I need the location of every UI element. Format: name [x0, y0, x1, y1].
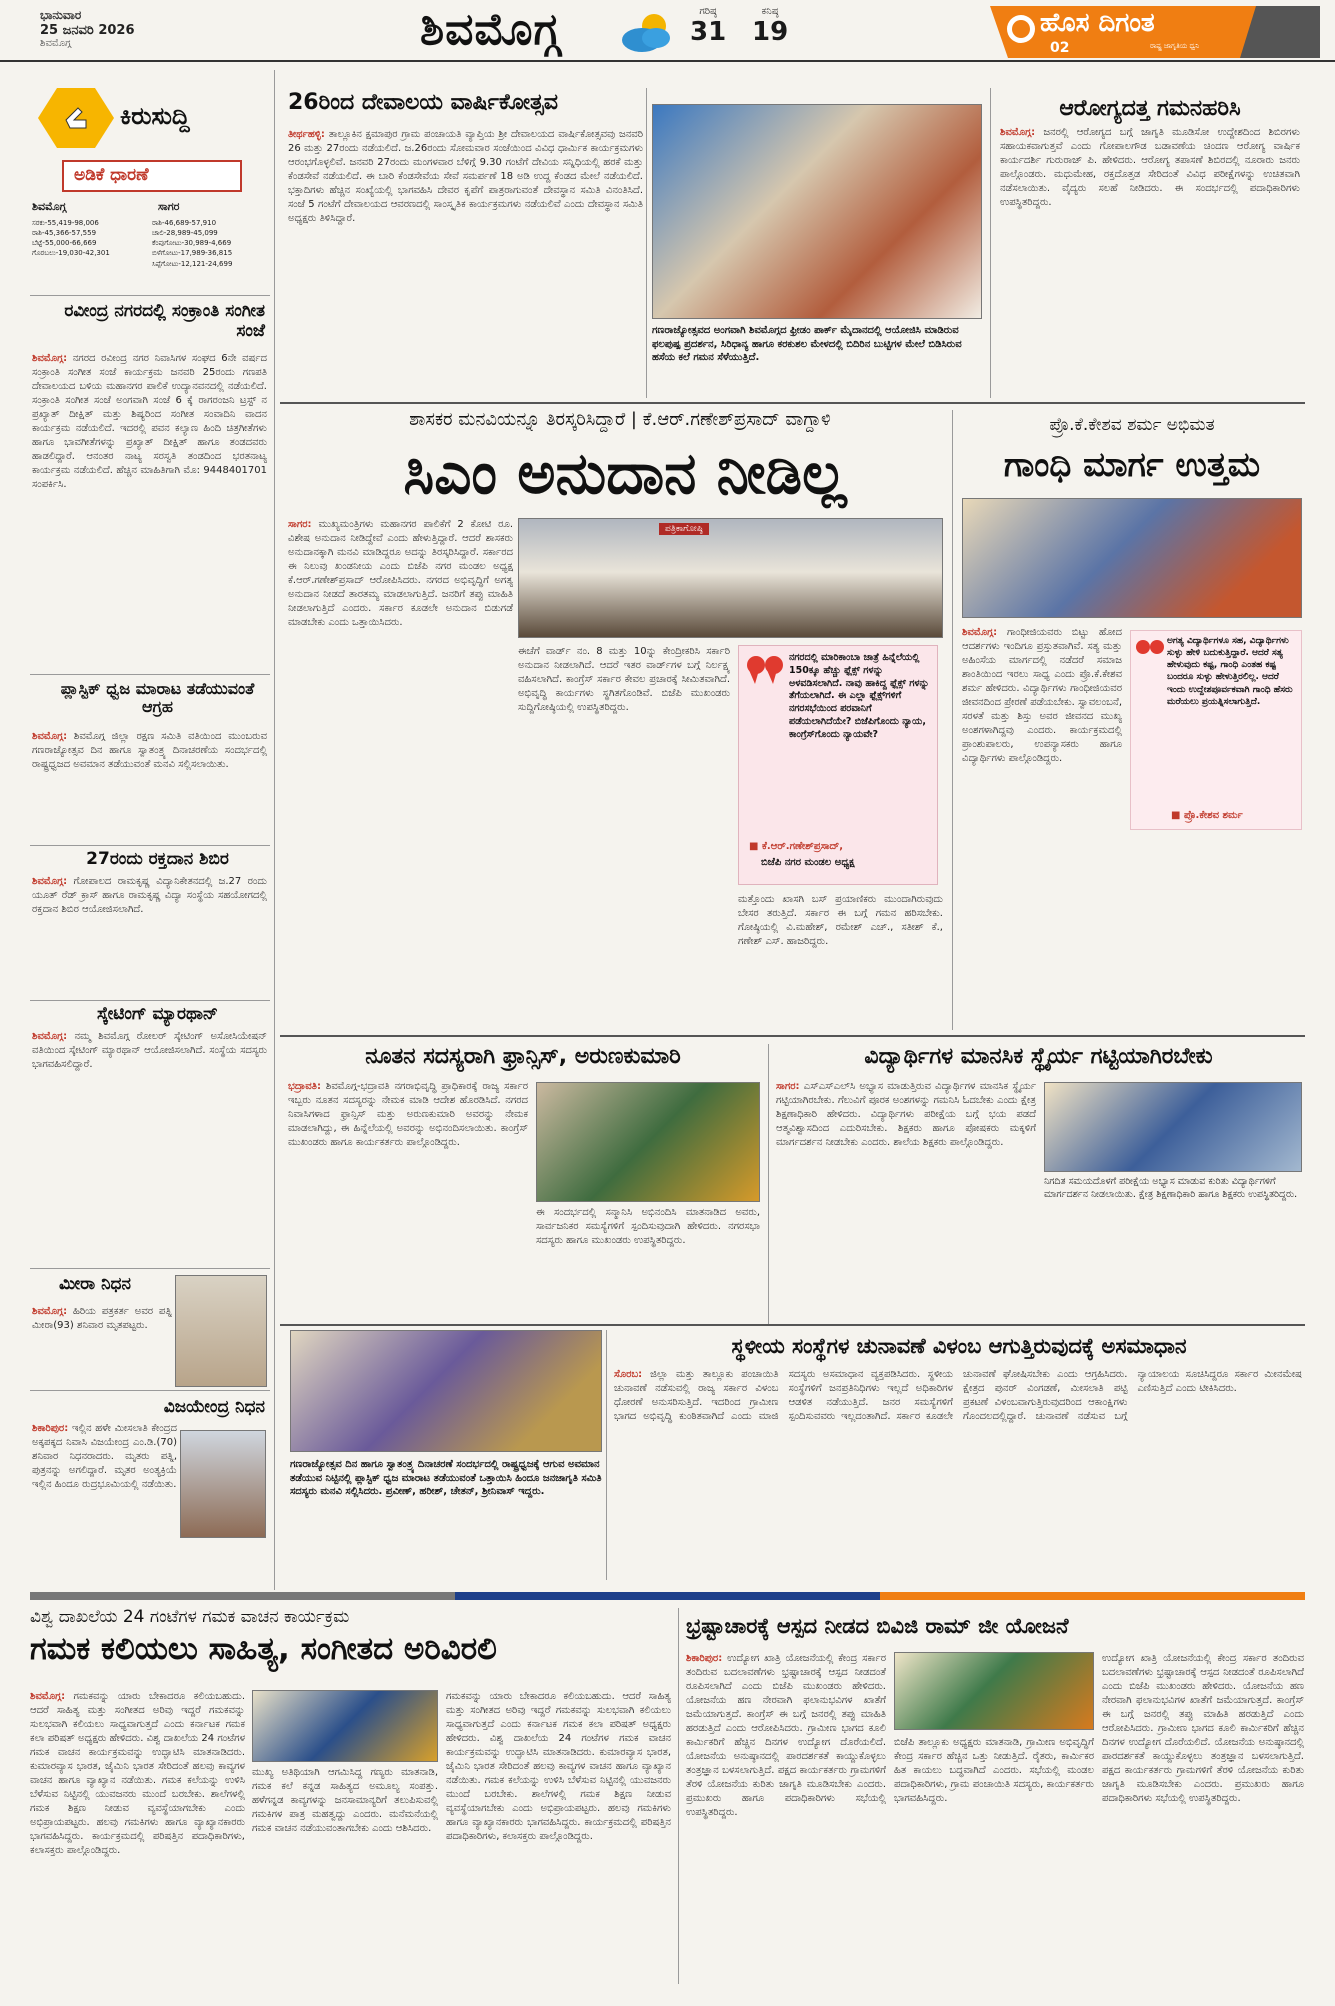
- a8-loc: ಸೊರಬ:: [614, 1369, 643, 1380]
- masthead: [0, 0, 1335, 62]
- a9-title: ಗಮಕ ಕಲಿಯಲು ಸಾಹಿತ್ಯ, ಸಂಗೀತದ ಅರಿವಿರಲಿ: [30, 1631, 497, 1667]
- a5-loc: ಭದ್ರಾವತಿ:: [288, 1081, 321, 1092]
- a10-body2: ಬಿಜೆಪಿ ತಾಲ್ಲೂಕು ಅಧ್ಯಕ್ಷರು ಮಾತನಾಡಿ, ಗ್ರಾಮೀಣ ಅಭಿವೃದ್ಧಿಗೆ ಕೇಂದ್ರ ಸರ್ಕಾರ ಹೆಚ್ಚಿನ ಒತ್ತು ನೀಡುತ್ತಿದೆ. ರೈತರು, ಕಾರ್ಮಿಕರ ಹಿತ ಕಾಯಲು ಬದ್ಧವಾಗಿದೆ ಎಂದರು. ಸಭೆಯಲ್ಲಿ ಮಂಡಲ ಪದಾಧಿಕಾರಿಗಳು, ಗ್ರಾಮ ಪಂಚಾಯಿತಿ ಸದಸ್ಯರು, ಕಾರ್ಯಕರ್ತರು ಭಾಗವಹಿಸಿದ್ದರು.: [894, 1737, 1094, 1804]
- adike-col2: ಸಾಗರ: [158, 200, 180, 213]
- lead-body1: ಸಾಗರ: ಮುಖ್ಯಮಂತ್ರಿಗಳು ಮಹಾನಗರ ಪಾಲಿಕೆಗೆ 2 ಕೋಟಿ ರೂ. ವಿಶೇಷ ಅನುದಾನ ನೀಡಿದ್ದೇವೆ ಎಂದು ಹೇಳುತ್ತಿದ್ದಾರೆ. ಆದರೆ ಶಾಸಕರು ಅನುದಾನಕ್ಕಾಗಿ ಮನವಿ ಮಾಡಿದ್ದರೂ ಅದನ್ನು ತಿರಸ್ಕರಿಸಿದ್ದಾರೆ. ಸರ್ಕಾರದ ಈ ನಿಲುವು ಖಂಡನೀಯ ಎಂದು ಬಿಜೆಪಿ ನಗರ ಮಂಡಲ ಅಧ್ಯಕ್ಷ ಕೆ.ಆರ್.ಗಣೇಶ್‌ಪ್ರಸಾದ್ ಆರೋಪಿಸಿದರು. ನಗರದ ಅಭಿವೃದ್ಧಿಗೆ ಅಗತ್ಯ ಅನುದಾನ ನೀಡದೆ ತಾರತಮ್ಯ ಮಾಡಲಾಗುತ್ತಿದೆ. ಜನರಿಗೆ ತಪ್ಪು ಮಾಹಿತಿ ನೀಡಲಾಗುತ್ತಿದೆ ಎಂದರು. ಸರ್ಕಾರ ಕೂಡಲೇ ಅನುದಾನ ಬಿಡುಗಡೆ ಮಾಡಬೇಕು ಎಂದು ಒತ್ತಾಯಿಸಿದರು.: [288, 519, 513, 628]
- a1-body: ತೀರ್ಥಹಳ್ಳಿ: ತಾಲ್ಲೂಕಿನ ಕ್ಷಮಾಪುರ ಗ್ರಾಮ ಪಂಚಾಯತಿ ವ್ಯಾಪ್ತಿಯ ಶ್ರೀ ದೇವಾಲಯದ ವಾರ್ಷಿಕೋತ್ಸವವು ಜನವರಿ 26 ಮತ್ತು 27ರಂದು ನಡೆಯಲಿದೆ. ಜ.26ರಂದು ಸೋಮವಾರ ಸಂಜೆಯಿಂದ ವಿವಿಧ ಧಾರ್ಮಿಕ ಕಾರ್ಯಕ್ರಮಗಳು ಆರಂಭಗೊಳ್ಳಲಿವೆ. ಜನವರಿ 27ರಂದು ಮಂಗಳವಾರ ಬೆಳಿಗ್ಗೆ 9.30 ಗಂಟೆಗೆ ದೇವಿಯ ಸನ್ನಿಧಿಯಲ್ಲಿ ಹರಕೆ ಮತ್ತು ಕೆಂಡಸೇವೆ ನಡೆಯಲಿದೆ. ಈ ಬಾರಿ ಕೆಂಡಸೇವೆಯ ಸೇವೆ ಸಮರ್ಪಣೆ 18 ಅಡಿ ಉದ್ದ ಕೆಂಡದ ಮೇಲೆ ನಡೆಯಲಿದೆ. ಭಕ್ತಾದಿಗಳು ಹೆಚ್ಚಿನ ಸಂಖ್ಯೆಯಲ್ಲಿ ಭಾಗವಹಿಸಿ ದೇವರ ಕೃಪೆಗೆ ಪಾತ್ರರಾಗುವಂತೆ ದೇವಸ್ಥಾನ ಸಮಿತಿ ವಿನಂತಿಸಿದೆ. ಸಂಜೆ 5 ಗಂಟೆಗೆ ದೇವಾಲಯದ ಆವರಣದಲ್ಲಿ ಸಾಂಸ್ಕೃತಿಕ ಕಾರ್ಯಕ್ರಮಗಳು ನಡೆಯಲಿವೆ ಎಂದು ದೇವಸ್ಥಾನ ಸಮಿತಿ ಅಧ್ಯಕ್ಷರು ತಿಳಿಸಿದ್ದಾರೆ.: [288, 129, 643, 224]
- max-temp: 31: [690, 17, 727, 47]
- brand-tagline: ರಾಷ್ಟ್ರ ಜಾಗೃತಿಯ ಧ್ವನಿ: [1150, 42, 1200, 50]
- lead-photo-banner: ಪತ್ರಿಕಾಗೋಷ್ಠಿ: [659, 523, 709, 535]
- a5-photo: [536, 1082, 760, 1202]
- lead-quote-box: [738, 645, 938, 885]
- a5-body: ಭದ್ರಾವತಿ: ಶಿವಮೊಗ್ಗ-ಭದ್ರಾವತಿ ನಗರಾಭಿವೃದ್ಧಿ ಪ್ರಾಧಿಕಾರಕ್ಕೆ ರಾಜ್ಯ ಸರ್ಕಾರ ಇಬ್ಬರು ನೂತನ ಸದಸ್ಯರನ್ನು ನೇಮಕ ಮಾಡಿ ಆದೇಶ ಹೊರಡಿಸಿದೆ. ನಗರದ ನಿವಾಸಿಗಳಾದ ಫ್ರಾನ್ಸಿಸ್ ಮತ್ತು ಅರುಣಕುಮಾರಿ ಅವರನ್ನು ನೇಮಕ ಮಾಡಲಾಗಿದ್ದು, ಈ ಹಿನ್ನೆಲೆಯಲ್ಲಿ ಅವರನ್ನು ಅಭಿನಂದಿಸಲಾಯಿತು. ಕಾಂಗ್ರೆಸ್ ಮುಖಂಡರು ಹಾಗೂ ಕಾರ್ಯಕರ್ತರು ಪಾಲ್ಗೊಂಡಿದ್ದರು.: [288, 1081, 528, 1148]
- s6-loc: ಶಿಕಾರಿಪುರ:: [32, 1423, 69, 1434]
- s5-title: ಮೀರಾ ನಿಧನ: [59, 1274, 131, 1294]
- s6-body: ಶಿಕಾರಿಪುರ: ಇಲ್ಲಿನ ಹಳೇ ಮೀಸಲಾತಿ ಕೇಂದ್ರದ ಅಕ್ಕಪಕ್ಕದ ನಿವಾಸಿ ವಿಜಯೇಂದ್ರ ಎಂ.ಡಿ.(70) ಶನಿವಾರ ನಿಧನರಾದರು. ಮೃತರು ಪತ್ನಿ, ಪುತ್ರನನ್ನು ಅಗಲಿದ್ದಾರೆ. ಮೃತರ ಅಂತ್ಯಕ್ರಿಯೆ ಇಲ್ಲಿನ ಹಿಂದೂ ರುದ್ರಭೂಮಿಯಲ್ಲಿ ನಡೆಯಿತು.: [32, 1423, 177, 1490]
- s2-loc: ಶಿವಮೊಗ್ಗ:: [32, 731, 68, 742]
- meera-photo: [175, 1275, 267, 1387]
- a10-loc: ಶಿಕಾರಿಪುರ:: [686, 1653, 723, 1664]
- lead-kicker: ಶಾಸಕರ ಮನವಿಯನ್ನೂ ತಿರಸ್ಕರಿಸಿದ್ದಾರೆ | ಕೆ.ಆರ್.ಗಣೇಶ್‌ಪ್ರಸಾದ್ ವಾಗ್ದಾಳಿ: [409, 409, 831, 430]
- rate-row: ಕೆಂಪುಗೋಟು-30,989-4,669: [152, 239, 232, 248]
- s4-title: ಸ್ಕೇಟಿಂಗ್ ಮ್ಯಾರಥಾನ್: [97, 1004, 218, 1024]
- s4-body: ಶಿವಮೊಗ್ಗ: ನಮ್ಮ ಶಿವಮೊಗ್ಗ ರೋಲರ್ ಸ್ಕೇಟಿಂಗ್ ಅಸೋಸಿಯೇಷನ್ ವತಿಯಿಂದ ಸ್ಕೇಟಿಂಗ್ ಮ್ಯಾರಥಾನ್ ಆಯೋಜಿಸಲಾಗಿದೆ. ಸಂಸ್ಥೆಯ ಸದಸ್ಯರು ಭಾಗವಹಿಸಲಿದ್ದಾರೆ.: [32, 1031, 267, 1070]
- quote-icon: [745, 652, 785, 686]
- max-temp-block: [690, 6, 726, 47]
- adike-box: [62, 160, 242, 192]
- lead-body2: ಈಚೆಗೆ ವಾರ್ಡ್ ನಂ. 8 ಮತ್ತು 10ನ್ನು ಕೇಂದ್ರೀಕರಿಸಿ ಸರ್ಕಾರಿ ಅನುದಾನ ನೀಡಲಾಗಿದೆ. ಆದರೆ ಇತರ ವಾರ್ಡ್‌ಗಳ ಬಗ್ಗೆ ನಿರ್ಲಕ್ಷ್ಯ ವಹಿಸಲಾಗಿದೆ. ಕಾಂಗ್ರೆಸ್ ಸರ್ಕಾರ ಕೇವಲ ಪ್ರಚಾರಕ್ಕೆ ಸೀಮಿತವಾಗಿದೆ. ಅಭಿವೃದ್ಧಿ ಕಾರ್ಯಗಳು ಸ್ಥಗಿತಗೊಂಡಿವೆ. ಬಿಜೆಪಿ ಮುಖಂಡರು ಸುದ್ದಿಗೋಷ್ಠಿಯಲ್ಲಿ ಉಪಸ್ಥಿತರಿದ್ದರು.: [518, 646, 730, 713]
- rate-row: ರಾಶಿ-46,689-57,910: [152, 219, 217, 227]
- a1-title: 26ರಿಂದ ದೇವಾಲಯ ವಾರ್ಷಿಕೋತ್ಸವ: [288, 90, 558, 115]
- adike-rates-right: [152, 218, 270, 269]
- sidebar-divider: [274, 70, 275, 1590]
- a10-photo: [894, 1652, 1094, 1730]
- a4-quote-box: [1130, 630, 1302, 830]
- s1-body: ಶಿವಮೊಗ್ಗ: ನಗರದ ರವೀಂದ್ರ ನಗರ ನಿವಾಸಿಗಳ ಸಂಘದ 6ನೇ ವರ್ಷದ ಸಂಕ್ರಾಂತಿ ಸಂಗೀತ ಸಂಜೆ ಕಾರ್ಯಕ್ರಮ ಜನವರಿ 25ರಂದು ಗಣಪತಿ ದೇವಾಲಯದ ಬಳಿಯ ಮಹಾನಗರ ಪಾಲಿಕೆ ಉದ್ಯಾನವನದಲ್ಲಿ ನಡೆಯಲಿದೆ. ಸಂಕ್ರಾಂತಿ ಸಂಗೀತ ಸಂಜೆ ಅಂಗವಾಗಿ ಸಂಜೆ 6 ಕ್ಕೆ ರಾಗರಂಜನಿ ಟ್ರಸ್ಟ್ ನ ಪ್ರಖ್ಯಾತ್ ದೀಕ್ಷಿತ್ ಮತ್ತು ಶಿಷ್ಯರಿಂದ ಸಂಗೀತ ಸಂವಾದಿನಿ ವಾದನ ಕಾರ್ಯಕ್ರಮ ನಡೆಯಲಿದೆ. ಇದರಲ್ಲಿ ಪವನ ಕಲ್ಯಾಣ ಹಿಂದಿ ಚಿತ್ರಗೀತೆಗಳು ಹಾಗೂ ಭಾವಗೀತೆಗಳನ್ನು ಪ್ರಖ್ಯಾತ್ ದೀಕ್ಷಿತ್ ಹಾಗೂ ತಂಡದವರು ಹಾಡಲಿದ್ದಾರೆ. ಆನಂತರ ನಾಟ್ಯ ಸರಸ್ವತಿ ತಂಡದಿಂದ ಭರತನಾಟ್ಯ ಕಾರ್ಯಕ್ರಮ ನಡೆಯಲಿದೆ. ಹೆಚ್ಚಿನ ಮಾಹಿತಿಗಾಗಿ ಮೊ: 9448401701 ಸಂಪರ್ಕಿಸಿ.: [32, 353, 267, 490]
- a6-photo: [1044, 1082, 1302, 1172]
- lead-loc: ಸಾಗರ:: [288, 519, 312, 530]
- a5-body2: ಈ ಸಂದರ್ಭದಲ್ಲಿ ಸನ್ಮಾನಿಸಿ ಅಭಿನಂದಿಸಿ ಮಾತನಾಡಿದ ಅವರು, ಸಾರ್ವಜನಿಕರ ಸಮಸ್ಯೆಗಳಿಗೆ ಸ್ಪಂದಿಸುವುದಾಗಿ ಹೇಳಿದರು. ನಗರಸಭಾ ಸದಸ್ಯರು ಹಾಗೂ ಮುಖಂಡರು ಉಪಸ್ಥಿತರಿದ್ದರು.: [536, 1207, 760, 1246]
- sidebar: [30, 70, 270, 1590]
- rate-row: ಸರಕು-55,419-98,006: [32, 219, 99, 227]
- a7-photo: [290, 1330, 602, 1452]
- a5-title: ನೂತನ ಸದಸ್ಯರಾಗಿ ಫ್ರಾನ್ಸಿಸ್, ಅರುಣಕುಮಾರಿ: [365, 1044, 681, 1069]
- lead-body3: ಮತ್ತೊಂದು ಖಾಸಗಿ ಬಸ್ ಪ್ರಯಾಣಿಕರು ಮುಂದಾಗಿರುವುದು ಬೇಸರ ತರುತ್ತಿದೆ. ಸರ್ಕಾರ ಈ ಬಗ್ಗೆ ಗಮನ ಹರಿಸಬೇಕು. ಗೋಷ್ಠಿಯಲ್ಲಿ ವಿ.ಮಹೇಶ್, ರಮೇಶ್ ಎಚ್., ಸತೀಶ್ ಕೆ., ಗಣೇಶ್ ಎಸ್. ಹಾಜರಿದ್ದರು.: [738, 894, 943, 947]
- a10-body: ಶಿಕಾರಿಪುರ: ಉದ್ಯೋಗ ಖಾತ್ರಿ ಯೋಜನೆಯಲ್ಲಿ ಕೇಂದ್ರ ಸರ್ಕಾರ ತಂದಿರುವ ಬದಲಾವಣೆಗಳು ಭ್ರಷ್ಟಾಚಾರಕ್ಕೆ ಆಸ್ಪದ ನೀಡದಂತೆ ರೂಪಿಸಲಾಗಿದೆ ಎಂದು ಬಿಜೆಪಿ ಮುಖಂಡರು ಹೇಳಿದರು. ಯೋಜನೆಯ ಹಣ ನೇರವಾಗಿ ಫಲಾನುಭವಿಗಳ ಖಾತೆಗೆ ಜಮೆಯಾಗುತ್ತದೆ. ಕಾಂಗ್ರೆಸ್ ಈ ಬಗ್ಗೆ ಜನರಲ್ಲಿ ತಪ್ಪು ಮಾಹಿತಿ ಹರಡುತ್ತಿದೆ ಎಂದು ಆರೋಪಿಸಿದರು. ಗ್ರಾಮೀಣ ಭಾಗದ ಕೂಲಿ ಕಾರ್ಮಿಕರಿಗೆ ಹೆಚ್ಚಿನ ದಿನಗಳ ಉದ್ಯೋಗ ದೊರೆಯಲಿದೆ. ಯೋಜನೆಯ ಅನುಷ್ಠಾನದಲ್ಲಿ ಪಾರದರ್ಶಕತೆ ಕಾಯ್ದುಕೊಳ್ಳಲು ತಂತ್ರಜ್ಞಾನ ಬಳಸಲಾಗುತ್ತಿದೆ. ಪಕ್ಷದ ಕಾರ್ಯಕರ್ತರು ಗ್ರಾಮಗಳಿಗೆ ತೆರಳಿ ಯೋಜನೆಯ ಕುರಿತು ಜಾಗೃತಿ ಮೂಡಿಸಬೇಕು ಎಂದರು. ಪ್ರಮುಖರು ಹಾಗೂ ಪದಾಧಿಕಾರಿಗಳು ಸಭೆಯಲ್ಲಿ ಉಪಸ್ಥಿತರಿದ್ದರು.: [686, 1653, 886, 1818]
- min-temp-block: [752, 6, 788, 47]
- lead-quote-by: ■ ಕೆ.ಆರ್.ಗಣೇಶ್‌ಪ್ರಸಾದ್,: [749, 841, 844, 852]
- a9-body3: ಗಮಕವನ್ನು ಯಾರು ಬೇಕಾದರೂ ಕಲಿಯಬಹುದು. ಆದರೆ ಸಾಹಿತ್ಯ ಮತ್ತು ಸಂಗೀತದ ಅರಿವು ಇದ್ದರೆ ಗಮಕವನ್ನು ಸುಲಭವಾಗಿ ಕಲಿಯಲು ಸಾಧ್ಯವಾಗುತ್ತದೆ ಎಂದು ಕರ್ನಾಟಕ ಗಮಕ ಕಲಾ ಪರಿಷತ್ ಅಧ್ಯಕ್ಷರು ಹೇಳಿದರು. ವಿಶ್ವ ದಾಖಲೆಯ 24 ಗಂಟೆಗಳ ಗಮಕ ವಾಚನ ಕಾರ್ಯಕ್ರಮವನ್ನು ಉದ್ಘಾಟಿಸಿ ಮಾತನಾಡಿದರು. ಕುಮಾರವ್ಯಾಸ ಭಾರತ, ಜೈಮಿನಿ ಭಾರತ ಸೇರಿದಂತೆ ಹಲವು ಕಾವ್ಯಗಳ ವಾಚನ ಹಾಗೂ ವ್ಯಾಖ್ಯಾನ ನಡೆಯಿತು. ಗಮಕ ಕಲೆಯನ್ನು ಉಳಿಸಿ ಬೆಳೆಸುವ ನಿಟ್ಟಿನಲ್ಲಿ ಯುವಜನರು ಮುಂದೆ ಬರಬೇಕು. ಶಾಲೆಗಳಲ್ಲಿ ಗಮಕ ಶಿಕ್ಷಣ ನೀಡುವ ವ್ಯವಸ್ಥೆಯಾಗಬೇಕು ಎಂದು ಅಭಿಪ್ರಾಯಪಟ್ಟರು. ಹಲವು ಗಮಕಿಗಳು ಹಾಗೂ ವ್ಯಾಖ್ಯಾನಕಾರರು ಭಾಗವಹಿಸಿದ್ದರು. ಕಾರ್ಯಕ್ರಮದಲ್ಲಿ ಪರಿಷತ್ತಿನ ಪದಾಧಿಕಾರಿಗಳು, ಕಲಾಸಕ್ತರು ಪಾಲ್ಗೊಂಡಿದ್ದರು.: [446, 1691, 671, 1842]
- bar-segment-gray: [30, 1592, 455, 1600]
- rate-row: ಬೆಟ್ಟೆ-55,000-66,669: [32, 239, 97, 248]
- brand-name: ಹೊಸ ದಿಗಂತ: [1040, 8, 1155, 38]
- adike-col1: ಶಿವಮೊಗ್ಗ: [32, 200, 67, 213]
- a8-body: ಸೊರಬ: ಜಿಲ್ಲಾ ಮತ್ತು ತಾಲ್ಲೂಕು ಪಂಚಾಯಿತಿ ಚುನಾವಣೆ ನಡೆಸುವಲ್ಲಿ ರಾಜ್ಯ ಸರ್ಕಾರ ವಿಳಂಬ ಧೋರಣೆ ಅನುಸರಿಸುತ್ತಿದೆ. ಇದರಿಂದ ಗ್ರಾಮೀಣ ಭಾಗದ ಅಭಿವೃದ್ಧಿ ಕುಂಠಿತವಾಗಿದೆ ಎಂದು ಮಾಜಿ ಸದಸ್ಯರು ಅಸಮಾಧಾನ ವ್ಯಕ್ತಪಡಿಸಿದರು. ಸ್ಥಳೀಯ ಸಂಸ್ಥೆಗಳಿಗೆ ಜನಪ್ರತಿನಿಧಿಗಳು ಇಲ್ಲದೆ ಅಧಿಕಾರಿಗಳ ಆಡಳಿತ ನಡೆಯುತ್ತಿದೆ. ಜನರ ಸಮಸ್ಯೆಗಳಿಗೆ ಸ್ಪಂದಿಸುವವರು ಇಲ್ಲದಂತಾಗಿದೆ. ಸರ್ಕಾರ ಕೂಡಲೇ ಚುನಾವಣೆ ಘೋಷಿಸಬೇಕು ಎಂದು ಆಗ್ರಹಿಸಿದರು. ಕ್ಷೇತ್ರದ ಪುನರ್ ವಿಂಗಡಣೆ, ಮೀಸಲಾತಿ ಪಟ್ಟಿ ಪ್ರಕಟಣೆ ವಿಳಂಬವಾಗುತ್ತಿರುವುದರಿಂದ ಆಕಾಂಕ್ಷಿಗಳು ಗೊಂದಲದಲ್ಲಿದ್ದಾರೆ. ಚುನಾವಣೆ ನಡೆಸುವ ಬಗ್ಗೆ ನ್ಯಾಯಾಲಯ ಸೂಚಿಸಿದ್ದರೂ ಸರ್ಕಾರ ಮೀನಮೇಷ ಎಣಿಸುತ್ತಿದೆ ಎಂದು ಟೀಕಿಸಿದರು.: [614, 1369, 1302, 1422]
- a9-photo: [252, 1690, 438, 1762]
- adike-rates-left: [32, 218, 150, 259]
- a4-quote-by: ■ ಪ್ರೊ.ಕೇಶವ ಶರ್ಮ: [1171, 810, 1243, 821]
- rate-row: ರಾಶಿ-45,366-57,559: [32, 229, 97, 238]
- brand-logo-icon: [1006, 14, 1036, 44]
- date-block: [40, 8, 190, 49]
- rate-row: ಸಿಪ್ಪೆಗೋಟು-12,121-24,699: [152, 259, 233, 268]
- bar-segment-orange: [880, 1592, 1305, 1600]
- a9-body: ಶಿವಮೊಗ್ಗ: ಗಮಕವನ್ನು ಯಾರು ಬೇಕಾದರೂ ಕಲಿಯಬಹುದು. ಆದರೆ ಸಾಹಿತ್ಯ ಮತ್ತು ಸಂಗೀತದ ಅರಿವು ಇದ್ದರೆ ಗಮಕವನ್ನು ಸುಲಭವಾಗಿ ಕಲಿಯಲು ಸಾಧ್ಯವಾಗುತ್ತದೆ ಎಂದು ಕರ್ನಾಟಕ ಗಮಕ ಕಲಾ ಪರಿಷತ್ ಅಧ್ಯಕ್ಷರು ಹೇಳಿದರು. ವಿಶ್ವ ದಾಖಲೆಯ 24 ಗಂಟೆಗಳ ಗಮಕ ವಾಚನ ಕಾರ್ಯಕ್ರಮವನ್ನು ಉದ್ಘಾಟಿಸಿ ಮಾತನಾಡಿದರು. ಕುಮಾರವ್ಯಾಸ ಭಾರತ, ಜೈಮಿನಿ ಭಾರತ ಸೇರಿದಂತೆ ಹಲವು ಕಾವ್ಯಗಳ ವಾಚನ ಹಾಗೂ ವ್ಯಾಖ್ಯಾನ ನಡೆಯಿತು. ಗಮಕ ಕಲೆಯನ್ನು ಉಳಿಸಿ ಬೆಳೆಸುವ ನಿಟ್ಟಿನಲ್ಲಿ ಯುವಜನರು ಮುಂದೆ ಬರಬೇಕು. ಶಾಲೆಗಳಲ್ಲಿ ಗಮಕ ಶಿಕ್ಷಣ ನೀಡುವ ವ್ಯವಸ್ಥೆಯಾಗಬೇಕು ಎಂದು ಅಭಿಪ್ರಾಯಪಟ್ಟರು. ಹಲವು ಗಮಕಿಗಳು ಹಾಗೂ ವ್ಯಾಖ್ಯಾನಕಾರರು ಭಾಗವಹಿಸಿದ್ದರು. ಕಾರ್ಯಕ್ರಮದಲ್ಲಿ ಪರಿಷತ್ತಿನ ಪದಾಧಿಕಾರಿಗಳು, ಕಲಾಸಕ್ತರು ಪಾಲ್ಗೊಂಡಿದ್ದರು.: [30, 1691, 245, 1856]
- max-label: ಗರಿಷ್ಠ: [699, 6, 717, 17]
- kirusuddi-title: ಕಿರುಸುದ್ದಿ: [120, 102, 190, 130]
- a4-loc: ಶಿವಮೊಗ್ಗ:: [962, 627, 998, 638]
- a10-body3: ಉದ್ಯೋಗ ಖಾತ್ರಿ ಯೋಜನೆಯಲ್ಲಿ ಕೇಂದ್ರ ಸರ್ಕಾರ ತಂದಿರುವ ಬದಲಾವಣೆಗಳು ಭ್ರಷ್ಟಾಚಾರಕ್ಕೆ ಆಸ್ಪದ ನೀಡದಂತೆ ರೂಪಿಸಲಾಗಿದೆ ಎಂದು ಬಿಜೆಪಿ ಮುಖಂಡರು ಹೇಳಿದರು. ಯೋಜನೆಯ ಹಣ ನೇರವಾಗಿ ಫಲಾನುಭವಿಗಳ ಖಾತೆಗೆ ಜಮೆಯಾಗುತ್ತದೆ. ಕಾಂಗ್ರೆಸ್ ಈ ಬಗ್ಗೆ ಜನರಲ್ಲಿ ತಪ್ಪು ಮಾಹಿತಿ ಹರಡುತ್ತಿದೆ ಎಂದು ಆರೋಪಿಸಿದರು. ಗ್ರಾಮೀಣ ಭಾಗದ ಕೂಲಿ ಕಾರ್ಮಿಕರಿಗೆ ಹೆಚ್ಚಿನ ದಿನಗಳ ಉದ್ಯೋಗ ದೊರೆಯಲಿದೆ. ಯೋಜನೆಯ ಅನುಷ್ಠಾನದಲ್ಲಿ ಪಾರದರ್ಶಕತೆ ಕಾಯ್ದುಕೊಳ್ಳಲು ತಂತ್ರಜ್ಞಾನ ಬಳಸಲಾಗುತ್ತಿದೆ. ಪಕ್ಷದ ಕಾರ್ಯಕರ್ತರು ಗ್ರಾಮಗಳಿಗೆ ತೆರಳಿ ಯೋಜನೆಯ ಕುರಿತು ಜಾಗೃತಿ ಮೂಡಿಸಬೇಕು ಎಂದರು. ಪ್ರಮುಖರು ಹಾಗೂ ಪದಾಧಿಕಾರಿಗಳು ಸಭೆಯಲ್ಲಿ ಉಪಸ್ಥಿತರಿದ್ದರು.: [1102, 1653, 1304, 1804]
- a6-loc: ಸಾಗರ:: [776, 1081, 800, 1092]
- s3-body: ಶಿವಮೊಗ್ಗ: ಗೋಪಾಲದ ರಾಮಕೃಷ್ಣ ವಿದ್ಯಾನಿಕೇತನದಲ್ಲಿ ಜ.27 ರಂದು ಯೂತ್ ರೆಡ್ ಕ್ರಾಸ್ ಹಾಗೂ ರಾಮಕೃಷ್ಣ ವಿದ್ಯಾ ಸಂಸ್ಥೆಯ ಸಹಯೋಗದಲ್ಲಿ ರಕ್ತದಾನ ಶಿಬಿರ ಆಯೋಜಿಸಲಾಗಿದೆ.: [32, 876, 267, 915]
- page-number: 02: [1050, 40, 1070, 56]
- lead-title: ಸಿಎಂ ಅನುದಾನ ನೀಡಿಲ್ಲ: [403, 439, 847, 507]
- s2-title: ಪ್ಲಾಸ್ಟಿಕ್ ಧ್ವಜ ಮಾರಾಟ ತಡೆಯುವಂತೆ ಆಗ್ರಹ: [60, 679, 255, 717]
- s6-title: ವಿಜಯೇಂದ್ರ ನಿಧನ: [163, 1397, 265, 1417]
- s5-loc: ಶಿವಮೊಗ್ಗ:: [32, 1306, 68, 1317]
- a6-caption: ನಿಗದಿತ ಸಮಯದೊಳಗೆ ಪರೀಕ್ಷೆಯ ಅಭ್ಯಾಸ ಮಾಡುವ ಕುರಿತು ವಿದ್ಯಾರ್ಥಿಗಳಿಗೆ ಮಾರ್ಗದರ್ಶನ ನೀಡಲಾಯಿತು. ಕ್ಷೇತ್ರ ಶಿಕ್ಷಣಾಧಿಕಾರಿ ಹಾಗೂ ಶಿಕ್ಷಕರು ಉಪಸ್ಥಿತರಿದ್ದರು.: [1044, 1176, 1298, 1200]
- date: 25 ಜನವರಿ 2026: [40, 23, 135, 38]
- a7-caption: ಗಣರಾಜ್ಯೋತ್ಸವ ದಿನ ಹಾಗೂ ಸ್ವಾತಂತ್ರ್ಯ ದಿನಾಚರಣೆ ಸಂದರ್ಭದಲ್ಲಿ ರಾಷ್ಟ್ರಧ್ವಜಕ್ಕೆ ಆಗುವ ಅವಮಾನ ತಡೆಯುವ ನಿಟ್ಟಿನಲ್ಲಿ ಪ್ಲಾಸ್ಟಿಕ್ ಧ್ವಜ ಮಾರಾಟ ತಡೆಯುವಂತೆ ಒತ್ತಾಯಿಸಿ ಹಿಂದೂ ಜನಜಾಗೃತಿ ಸಮಿತಿ ಸದಸ್ಯರು ಮನವಿ ಸಲ್ಲಿಸಿದರು. ಪ್ರವೀಣ್, ಹರೀಶ್, ಚೇತನ್, ಶ್ರೀನಿವಾಸ್ ಇದ್ದರು.: [290, 1459, 602, 1497]
- a9-kicker: ವಿಶ್ವ ದಾಖಲೆಯ 24 ಗಂಟೆಗಳ ಗಮಕ ವಾಚನ ಕಾರ್ಯಕ್ರಮ: [30, 1607, 350, 1627]
- day: ಭಾನುವಾರ: [40, 8, 82, 22]
- rate-row: ಬಿಳೆಗೋಟು-17,989-36,815: [152, 249, 233, 258]
- s3-loc: ಶಿವಮೊಗ್ಗ:: [32, 876, 68, 887]
- a3-body: ಶಿವಮೊಗ್ಗ: ಜನರಲ್ಲಿ ಆರೋಗ್ಯದ ಬಗ್ಗೆ ಜಾಗೃತಿ ಮೂಡಿಸೋ ಉದ್ದೇಶದಿಂದ ಶಿಬಿರಗಳು ಸಹಾಯಕವಾಗುತ್ತವೆ ಎಂದು ಗೋಪಾಲಗೌಡ ಬಡಾವಣೆಯ ಚಿಂದಣ ಆರೋಗ್ಯ ವಾರ್ಷಿಕ ಕಾರ್ಯದರ್ಶಿ ಗುರುರಾಜ್ ಪಿ. ಹೇಳಿದರು. ಆರೋಗ್ಯ ತಪಾಸಣೆ ಶಿಬಿರದಲ್ಲಿ ನೂರಾರು ಜನರು ಪಾಲ್ಗೊಂಡರು. ಮಧುಮೇಹ, ರಕ್ತದೊತ್ತಡ ಸೇರಿದಂತೆ ವಿವಿಧ ಪರೀಕ್ಷೆಗಳನ್ನು ಉಚಿತವಾಗಿ ನಡೆಸಲಾಯಿತು. ವೈದ್ಯರು ಸಲಹೆ ನೀಡಿದರು. ಈ ಸಂದರ್ಭದಲ್ಲಿ ಪದಾಧಿಕಾರಿಗಳು ಉಪಸ್ಥಿತರಿದ್ದರು.: [1000, 127, 1300, 208]
- lead-quote-role: ಬಿಜೆಪಿ ನಗರ ಮಂಡಲ ಅಧ್ಯಕ್ಷ: [761, 857, 855, 868]
- hand-point-icon: [60, 102, 92, 134]
- a4-title: ಗಾಂಧಿ ಮಾರ್ಗ ಉತ್ತಮ: [1003, 445, 1261, 485]
- page-title: ಶಿವಮೊಗ್ಗ: [420, 4, 561, 55]
- s1-title: ರವೀಂದ್ರ ನಗರದಲ್ಲಿ ಸಂಕ್ರಾಂತಿ ಸಂಗೀತ ಸಂಜೆ: [64, 301, 265, 341]
- min-temp: 19: [752, 17, 789, 47]
- s3-title: 27ರಂದು ರಕ್ತದಾನ ಶಿಬಿರ: [86, 849, 229, 869]
- vijayendra-photo: [180, 1430, 266, 1538]
- adike-title: ಅಡಿಕೆ ಧಾರಣೆ: [74, 165, 149, 185]
- a1-loc: ತೀರ್ಥಹಳ್ಳಿ:: [288, 129, 325, 140]
- s1-loc: ಶಿವಮೊಗ್ಗ:: [32, 353, 68, 364]
- a4-kicker: ಪ್ರೊ.ಕೆ.ಕೇಶವ ಶರ್ಮ ಅಭಿಮತ: [1049, 415, 1215, 435]
- city: ಶಿವಮೊಗ್ಗ: [40, 38, 72, 49]
- a3-loc: ಶಿವಮೊಗ್ಗ:: [1000, 127, 1036, 138]
- bottom-divider-bar: [30, 1592, 1305, 1600]
- a4-photo: [962, 498, 1302, 618]
- a6-body: ಸಾಗರ: ಎಸ್‌ಎಸ್‌ಎಲ್‌ಸಿ ಅಭ್ಯಾಸ ಮಾಡುತ್ತಿರುವ ವಿದ್ಯಾರ್ಥಿಗಳ ಮಾನಸಿಕ ಸ್ಥೈರ್ಯ ಗಟ್ಟಿಯಾಗಿರಬೇಕು. ಗೆಲುವಿಗೆ ಪೂರಕ ಅಂಶಗಳನ್ನು ಗಮನಿಸಿ ಓದಬೇಕು ಎಂದು ಕ್ಷೇತ್ರ ಶಿಕ್ಷಣಾಧಿಕಾರಿ ಹೇಳಿದರು. ವಿದ್ಯಾರ್ಥಿಗಳು ಪರೀಕ್ಷೆಯ ಬಗ್ಗೆ ಭಯ ಪಡದೆ ಆತ್ಮವಿಶ್ವಾಸದಿಂದ ಎದುರಿಸಬೇಕು. ಶಿಕ್ಷಕರು ಹಾಗೂ ಪೋಷಕರು ಮಕ್ಕಳಿಗೆ ಮಾರ್ಗದರ್ಶನ ನೀಡಬೇಕು ಎಂದರು. ಶಾಲೆಯ ಶಿಕ್ಷಕರು ಪಾಲ್ಗೊಂಡಿದ್ದರು.: [776, 1081, 1036, 1148]
- rate-row: ಚಾಲಿ-28,989-45,099: [152, 229, 218, 238]
- a4-quote: ಅಗತ್ಯ ವಿದ್ಯಾರ್ಥಿಗಳೂ ಸಹ, ವಿದ್ಯಾರ್ಥಿಗಳು ಸುಳ್ಳು ಹೇಳಿ ಬದುಕುತ್ತಿದ್ದಾರೆ. ಆದರೆ ಸತ್ಯ ಹೇಳುವುದು ಕಷ್ಟ, ಗಾಂಧಿ ಎಂತಹ ಕಷ್ಟ ಬಂದರೂ ಸುಳ್ಳು ಹೇಳುತ್ತಿರಲಿಲ್ಲ. ಆದರೆ ಇಂದು ಉದ್ದೇಶಪೂರ್ವಕವಾಗಿ ಗಾಂಧಿ ಹೆಸರು ಮರೆಯಲು ಪ್ರಯತ್ನಿಸಲಾಗುತ್ತಿದೆ.: [1167, 636, 1293, 707]
- a6-title: ವಿದ್ಯಾರ್ಥಿಗಳ ಮಾನಸಿಕ ಸ್ಥೈರ್ಯ ಗಟ್ಟಿಯಾಗಿರಬೇಕು: [864, 1044, 1213, 1069]
- s5-body: ಶಿವಮೊಗ್ಗ: ಹಿರಿಯ ಪತ್ರಕರ್ತ ಅವರ ಪತ್ನಿ ಮೀರಾ(93) ಶನಿವಾರ ಮೃತಪಟ್ಟರು.: [32, 1306, 172, 1331]
- a2-caption: ಗಣರಾಜ್ಯೋತ್ಸವದ ಅಂಗವಾಗಿ ಶಿವಮೊಗ್ಗದ ಫ್ರೀಡಂ ಪಾರ್ಕ್ ಮೈದಾನದಲ್ಲಿ ಆಯೋಜಿಸಿ ಮಾಡಿರುವ ಫಲಪುಷ್ಪ ಪ್ರದರ್ಶನ, ಸಿರಿಧಾನ್ಯ ಹಾಗೂ ಕರಕುಶಲ ಮೇಳದಲ್ಲಿ ಬಿದಿರಿನ ಬುಟ್ಟಿಗಳ ಮೇಲೆ ಬಿಡಿಸಿರುವ ಹಸೆಯ ಕಲೆ ಗಮನ ಸೆಳೆಯುತ್ತಿದೆ.: [652, 325, 962, 363]
- weather-icon: [618, 8, 676, 56]
- a4-body: ಶಿವಮೊಗ್ಗ: ಗಾಂಧೀಜಿಯವರು ಬಿಟ್ಟು ಹೋದ ಆದರ್ಶಗಳು ಇಂದಿಗೂ ಪ್ರಸ್ತುತವಾಗಿವೆ. ಸತ್ಯ ಮತ್ತು ಅಹಿಂಸೆಯ ಮಾರ್ಗದಲ್ಲಿ ನಡೆದರೆ ಸಮಾಜ ಶಾಂತಿಯಿಂದ ಇರಲು ಸಾಧ್ಯ ಎಂದು ಪ್ರೊ.ಕೆ.ಕೇಶವ ಶರ್ಮ ಹೇಳಿದರು. ವಿದ್ಯಾರ್ಥಿಗಳು ಗಾಂಧೀಜಿಯವರ ಜೀವನದಿಂದ ಪ್ರೇರಣೆ ಪಡೆಯಬೇಕು. ಸ್ವಾವಲಂಬನೆ, ಸರಳತೆ ಮತ್ತು ಶಿಸ್ತು ಅವರ ಜೀವನದ ಮುಖ್ಯ ಅಂಶಗಳಾಗಿದ್ದವು ಎಂದರು. ಕಾರ್ಯಕ್ರಮದಲ್ಲಿ ಪ್ರಾಂಶುಪಾಲರು, ಉಪನ್ಯಾಸಕರು ಹಾಗೂ ವಿದ್ಯಾರ್ಥಿಗಳು ಪಾಲ್ಗೊಂಡಿದ್ದರು.: [962, 627, 1122, 764]
- a2-photo: [652, 104, 982, 319]
- a9-loc: ಶಿವಮೊಗ್ಗ:: [30, 1691, 66, 1702]
- lead-photo: [518, 518, 943, 638]
- s2-body: ಶಿವಮೊಗ್ಗ: ಶಿವಮೊಗ್ಗ ಜಿಲ್ಲಾ ರಕ್ಷಣ ಸಮಿತಿ ವತಿಯಿಂದ ಮುಂಬರುವ ಗಣರಾಜ್ಯೋತ್ಸವ ದಿನ ಹಾಗೂ ಸ್ವಾತಂತ್ರ್ಯ ದಿನಾಚರಣೆಯ ಸಂದರ್ಭದಲ್ಲಿ ರಾಷ್ಟ್ರಧ್ವಜದ ಅವಮಾನ ತಡೆಯುವಂತೆ ಮನವಿ ಸಲ್ಲಿಸಲಾಯಿತು.: [32, 731, 267, 770]
- bar-segment-blue: [455, 1592, 880, 1600]
- min-label: ಕನಿಷ್ಠ: [761, 6, 779, 17]
- a3-title: ಆರೋಗ್ಯದತ್ತ ಗಮನಹರಿಸಿ: [1059, 96, 1241, 121]
- kirusuddi-banner: [38, 88, 263, 148]
- quote-icon: [1135, 637, 1165, 663]
- s4-loc: ಶಿವಮೊಗ್ಗ:: [32, 1031, 68, 1042]
- a8-title: ಸ್ಥಳೀಯ ಸಂಸ್ಥೆಗಳ ಚುನಾವಣೆ ವಿಳಂಬ ಆಗುತ್ತಿರುವುದಕ್ಕೆ ಅಸಮಾಧಾನ: [731, 1334, 1187, 1358]
- rate-row: ಗೊರಬಲು-19,030-42,301: [32, 249, 110, 258]
- a10-title: ಭ್ರಷ್ಟಾಚಾರಕ್ಕೆ ಆಸ್ಪದ ನೀಡದ ಬಿವಿಜಿ ರಾಮ್ ಜೀ ಯೋಜನೆ: [686, 1614, 1069, 1638]
- a9-body2: ಮುಖ್ಯ ಅತಿಥಿಯಾಗಿ ಆಗಮಿಸಿದ್ದ ಗಣ್ಯರು ಮಾತನಾಡಿ, ಗಮಕ ಕಲೆ ಕನ್ನಡ ಸಾಹಿತ್ಯದ ಅಮೂಲ್ಯ ಸಂಪತ್ತು. ಹಳೆಗನ್ನಡ ಕಾವ್ಯಗಳನ್ನು ಜನಸಾಮಾನ್ಯರಿಗೆ ತಲುಪಿಸುವಲ್ಲಿ ಗಮಕಿಗಳ ಪಾತ್ರ ಮಹತ್ವದ್ದು ಎಂದರು. ಮನೆಮನೆಯಲ್ಲಿ ಗಮಕ ವಾಚನ ನಡೆಯುವಂತಾಗಬೇಕು ಎಂದು ಆಶಿಸಿದರು.: [252, 1767, 438, 1834]
- lead-quote: ನಗರದಲ್ಲಿ ಮಾರಿಕಾಂಬಾ ಜಾತ್ರೆ ಹಿನ್ನೆಲೆಯಲ್ಲಿ 150ಕ್ಕೂ ಹೆಚ್ಚು ಫ್ಲೆಕ್ಸ್ ಗಳನ್ನು ಅಳವಡಿಸಲಾಗಿದೆ. ನಾವು ಹಾಕಿದ್ದ ಫ್ಲೆಕ್ಸ್ ಗಳನ್ನು ತೆಗೆಯಲಾಗಿದೆ. ಈ ಎಲ್ಲಾ ಫ್ಲೆಕ್ಸ್‌ಗಳಿಗೆ ನಗರಸಭೆಯಿಂದ ಪರವಾನಿಗೆ ಪಡೆಯಲಾಗಿದೆಯೇ? ಬಿಜೆಪಿಗೊಂದು ನ್ಯಾಯ, ಕಾಂಗ್ರೆಸ್‌ಗೊಂದು ನ್ಯಾಯವೇ?: [789, 652, 930, 740]
